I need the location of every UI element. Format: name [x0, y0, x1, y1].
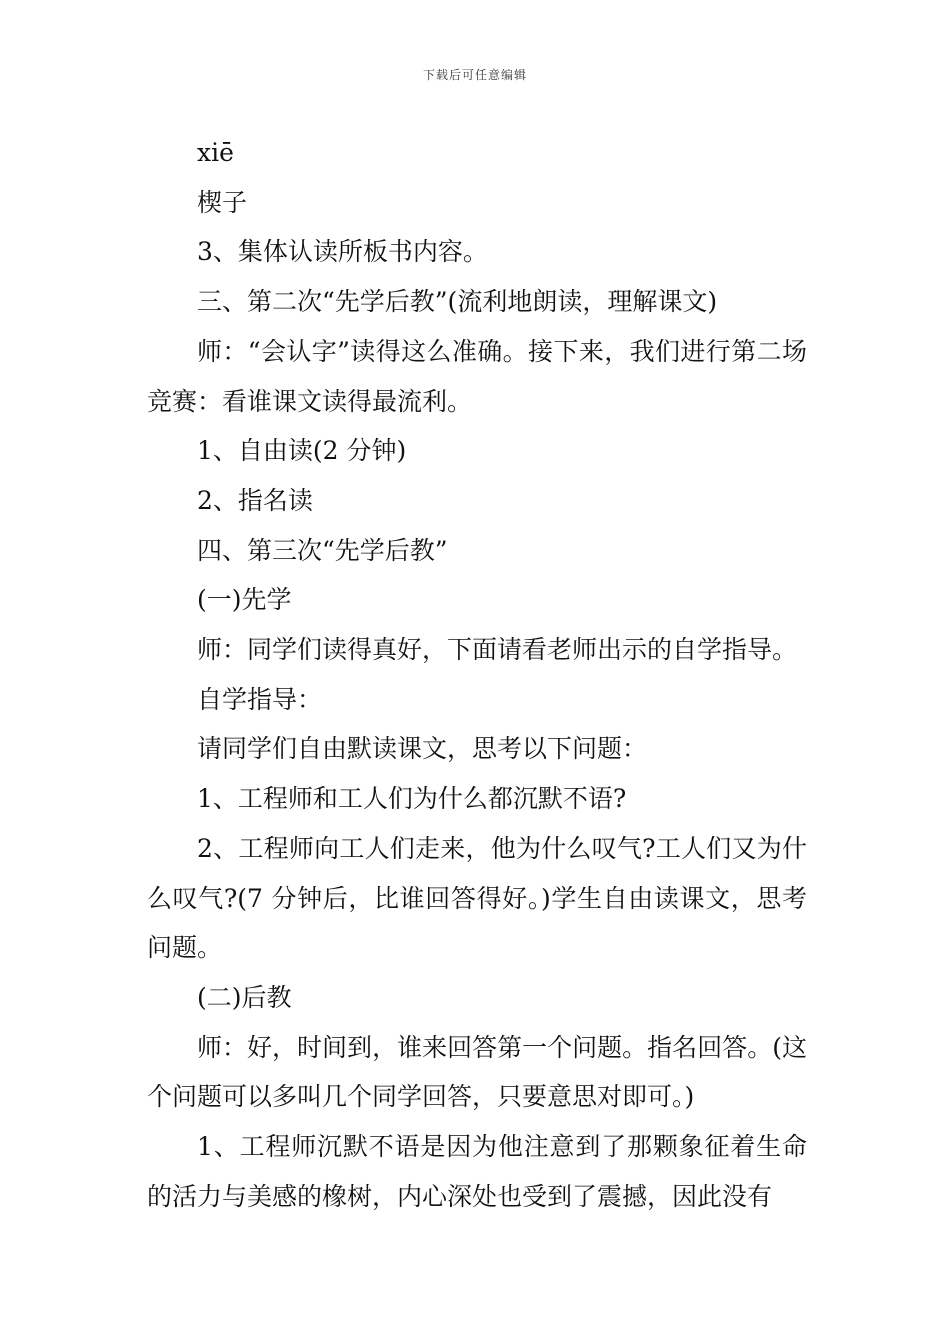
question-item: 2、工程师向工人们走来，他为什么叹气?工人们又为什么叹气?(7 分钟后，比谁回答得好。)学生自由读课文，思考问题。 [147, 833, 807, 963]
section-heading: 三、第二次“先学后教”(流利地朗读，理解课文) [197, 287, 718, 317]
document-body [147, 128, 807, 1221]
guide-instruction: 请同学们自由默读课文，思考以下问题： [197, 734, 648, 764]
section-heading: 四、第三次“先学后教” [197, 535, 448, 565]
teacher-speech: 师：“会认字”读得这么准确。接下来，我们进行第二场竞赛：看谁课文读得最流利。 [147, 336, 807, 416]
answer-item: 1、工程师沉默不语是因为他注意到了那颗象征着生命的活力与美感的橡树，内心深处也受到了震撼，因此没有 [147, 1132, 807, 1211]
teacher-speech: 师：同学们读得真好，下面请看老师出示的自学指导。 [197, 635, 798, 665]
subsection-heading: (一)先学 [197, 585, 292, 615]
question-item: 1、工程师和工人们为什么都沉默不语? [197, 784, 627, 814]
step-item: 2、指名读 [197, 485, 313, 515]
teacher-speech: 师：好，时间到，谁来回答第一个问题。指名回答。(这个问题可以多叫几个同学回答，只要意思对即可。) [147, 1032, 807, 1112]
step-item: 1、自由读(2 分钟) [197, 436, 407, 466]
vocabulary-word: 楔子 [197, 187, 248, 217]
page-header-note: 下载后可任意编辑 [422, 68, 527, 82]
step-item: 3、集体认读所板书内容。 [197, 237, 488, 267]
pinyin-line: xiē [197, 138, 234, 167]
subsection-heading: (二)后教 [197, 982, 292, 1012]
guide-heading: 自学指导： [197, 684, 323, 714]
